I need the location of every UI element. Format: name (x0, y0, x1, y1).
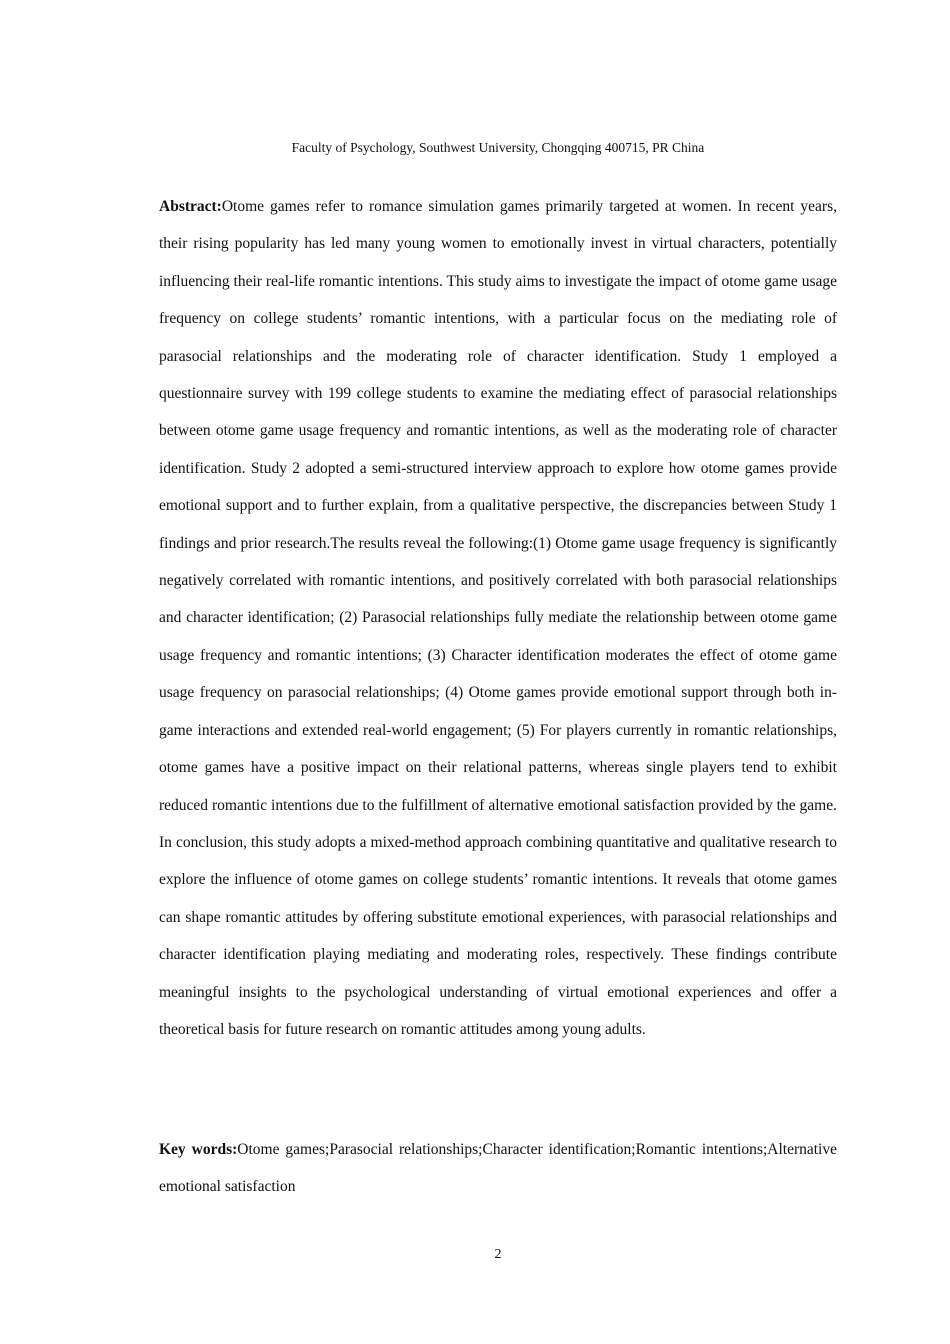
page-number: 2 (494, 1247, 502, 1262)
abstract-paragraph (159, 188, 837, 1048)
abstract-text: Otome games refer to romance simulation games primarily targeted at women. In recent years, their rising popularity has led many young women to emotionally invest in virtual characters, potentially influencing their real-life romantic intentions. This study aims to investigate the impact of otome game usage frequency on college students’ romantic intentions, with a particular focus on the mediating role of parasocial relationships and the moderating role of character identification. Study 1 employed a questionnaire survey with 199 college students to examine the mediating effect of parasocial relationships between otome game usage frequency and romantic intentions, as well as the moderating role of character identification. Study 2 adopted a semi-structured interview approach to explore how otome games provide emotional support and to further explain, from a qualitative perspective, the discrepancies between Study 1 findings and prior research.The results reveal the following:(1) Otome game usage frequency is significantly negatively correlated with romantic intentions, and positively correlated with both parasocial relationships and character identification; (2) Parasocial relationships fully mediate the relationship between otome game usage frequency and romantic intentions; (3) Character identification moderates the effect of otome game usage frequency on parasocial relationships; (4) Otome games provide emotional support through both in-game interactions and extended real-world engagement; (5) For players currently in romantic relationships, otome games have a positive impact on their relational patterns, whereas single players tend to exhibit reduced romantic intentions due to the fulfillment of alternative emotional satisfaction provided by the game. In conclusion, this study adopts a mixed-method approach combining quantitative and qualitative research to explore the influence of otome games on college students’ romantic intentions. It reveals that otome games can shape romantic attitudes by offering substitute emotional experiences, with parasocial relationships and character identification playing mediating and moderating roles, respectively. These findings contribute meaningful insights to the psychological understanding of virtual emotional experiences and offer a theoretical basis for future research on romantic attitudes among young adults. (159, 198, 837, 1038)
keywords-paragraph (159, 1131, 837, 1206)
abstract-label: Abstract: (159, 198, 222, 215)
author-affiliation: Faculty of Psychology, Southwest University, Chongqing 400715, PR China (291, 140, 705, 155)
keywords-text: Otome games;Parasocial relationships;Character identification;Romantic intentions;Alternative emotional satisfaction (159, 1141, 837, 1196)
keywords-label: Key words: (159, 1141, 238, 1158)
